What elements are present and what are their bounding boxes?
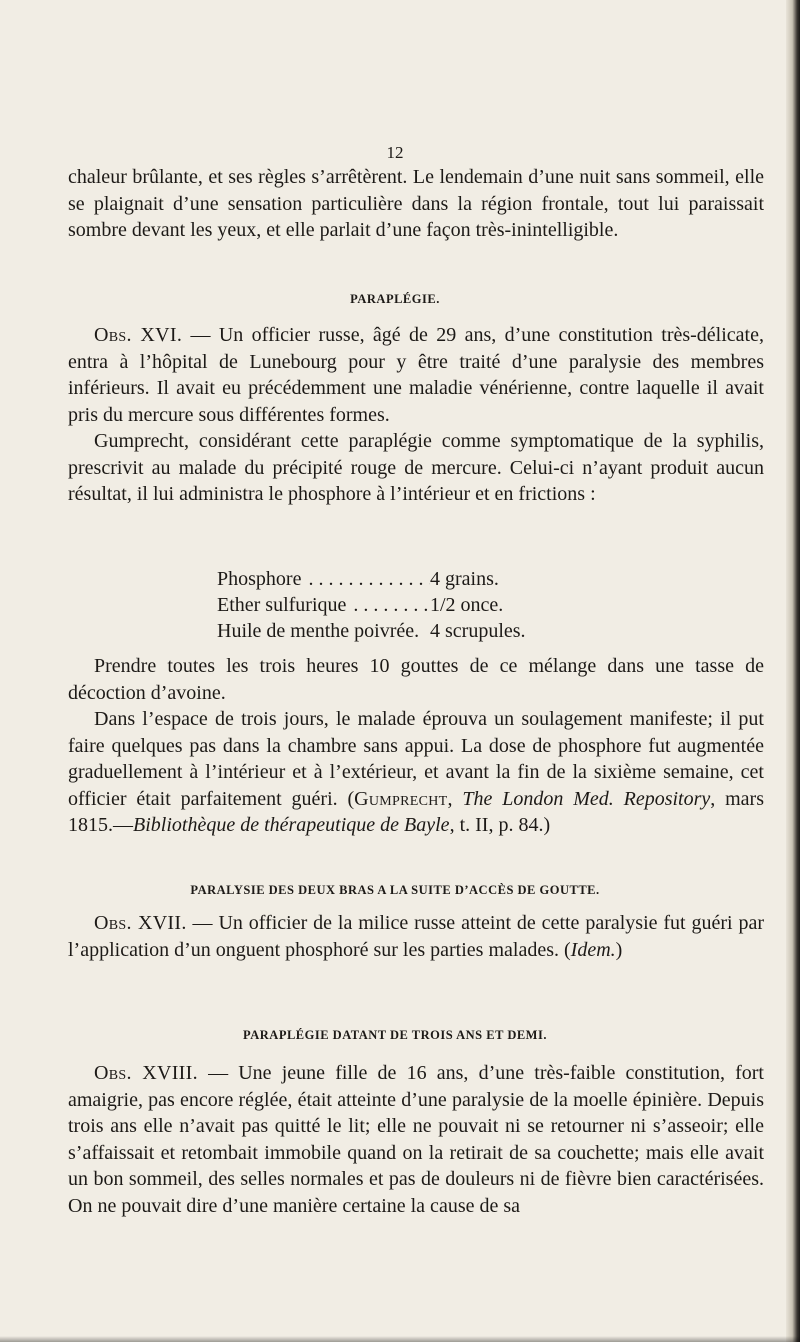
dosage-paragraph: Prendre toutes les trois heures 10 gouttes de ce mélange dans une tasse de décoction d’avoine.	[68, 655, 764, 704]
obs-xvi-continued-block	[68, 653, 764, 839]
prescription-list	[217, 566, 526, 644]
prescription-row	[217, 618, 526, 644]
obs-xvi-label: Obs. XVI.	[94, 324, 183, 346]
prescription-ingredient: Phosphore	[217, 568, 302, 590]
section-heading-paraplegie: PARAPLÉGIE.	[350, 292, 440, 306]
gumprecht-paragraph: Gumprecht, considérant cette paraplégie comme symptomatique de la syphilis, prescrivit au malade du précipité rouge de mercure. Celui-ci n’ayant produit aucun résultat, il lui administra le phosphore à l’intérieur et en frictions :	[68, 430, 764, 505]
obs-xvii-text: — Un officier de la milice russe atteint de cette paralysie fut guéri par l’application d’un onguent phosphoré sur les parties malades. (	[68, 912, 764, 961]
obs-xviii-label: Obs. XVIII.	[94, 1062, 198, 1084]
opening-paragraph-block	[68, 164, 764, 244]
obs-xviii-text: — Une jeune fille de 16 ans, d’une très-faible constitution, fort amaigrie, pas encore réglée, était atteinte d’une paralysie de la moelle épinière. Depuis trois ans elle n’avait pas quitté le lit; elle ne pouvait ni se retourner ni s’asseoir; elle s’affaissait et retombait immobile quand on la retirait de sa couchette; mais elle avait un bon sommeil, des selles normales et pas de douleurs ni de fièvre bien caractérisées. On ne pouvait dire d’une manière certaine la cause de sa	[68, 1062, 764, 1217]
prescription-quantity: 4 grains.	[430, 568, 499, 590]
section-heading-paraplegie-trois-ans: PARAPLÉGIE DATANT DE TROIS ANS ET DEMI.	[243, 1028, 547, 1042]
outcome-text: Dans l’espace de trois jours, le malade éprouva un soulagement manifeste; il put faire quelques pas dans la chambre sans appui. La dose de phosphore fut augmentée graduellement à l’intérieur et à l’extérieur, et avant la fin de la sixième semaine, cet officier était parfaitement guéri. (	[68, 708, 764, 810]
opening-paragraph: chaleur brûlante, et ses règles s’arrêtèrent. Le lendemain d’une nuit sans sommeil, elle se plaignait d’une sensation particulière dans la région frontale, tout lui paraissait sombre devant les yeux, et elle parlait d’une façon très-inintelligible.	[68, 166, 764, 241]
citation-separator: ,	[447, 787, 463, 810]
obs-xvi-paragraph	[68, 322, 764, 428]
outcome-paragraph	[68, 706, 764, 839]
prescription-row	[217, 566, 526, 592]
citation-tail: , t. II, p. 84.)	[449, 814, 551, 836]
obs-xviii-block	[68, 1060, 764, 1219]
prescription-quantity: 1/2 once.	[430, 594, 504, 616]
section-heading-paralysie-bras: PARALYSIE DES DEUX BRAS A LA SUITE D’ACCÈS DE GOUTTE.	[190, 883, 600, 897]
prescription-ingredient: Ether sulfurique	[217, 594, 347, 616]
idem-reference: Idem.	[570, 938, 616, 961]
obs-xviii-paragraph	[68, 1060, 764, 1219]
page-number: 12	[386, 143, 404, 162]
page-binding-edge	[786, 0, 800, 1342]
prescription-ingredient: Huile de menthe poivrée.	[217, 620, 420, 642]
page-bottom-shadow	[0, 1336, 800, 1342]
prescription-row	[217, 592, 526, 618]
citation-journal: The London Med. Repository	[462, 787, 711, 810]
obs-xvii-paragraph	[68, 910, 764, 963]
obs-xvii-label: Obs. XVII.	[94, 912, 187, 934]
citation-date: , mars 1815.—	[68, 787, 764, 836]
obs-xvi-text: — Un officier russe, âgé de 29 ans, d’une constitution très-délicate, entra à l’hôpital de Lunebourg pour y être traité d’une paralysie des membres inférieurs. Il avait eu précédemment une maladie vénérienne, contre laquelle il avait pris du mercure sous différentes formes.	[68, 324, 764, 426]
idem-close: )	[615, 938, 623, 961]
obs-xvi-block	[68, 322, 764, 508]
citation-author: Gumprecht	[354, 787, 448, 810]
prescription-quantity: 4 scrupules.	[430, 620, 526, 642]
citation-bibliotheque: Bibliothèque de thérapeutique de Bayle	[133, 814, 450, 836]
obs-xvii-block	[68, 910, 764, 963]
